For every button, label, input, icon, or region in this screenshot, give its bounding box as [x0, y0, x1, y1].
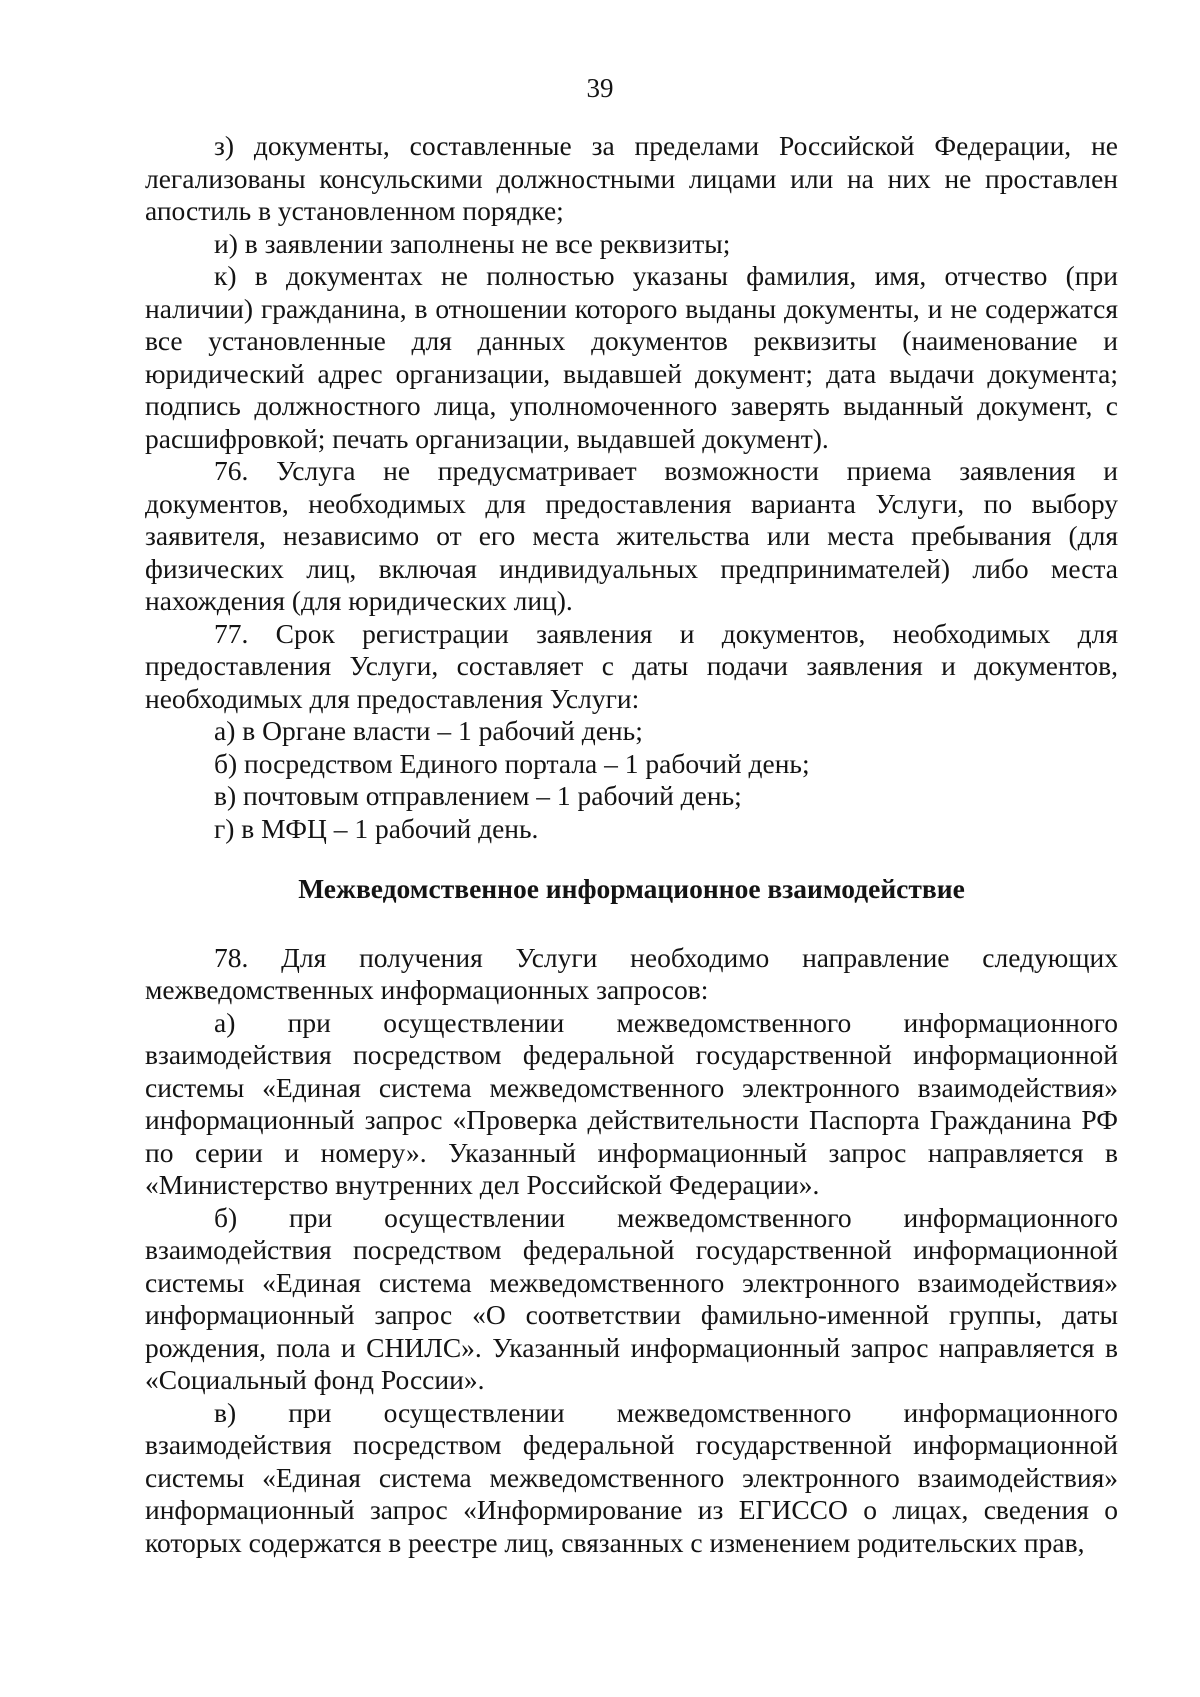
section-heading: Межведомственное информационное взаимодействие: [298, 873, 965, 904]
paragraph-z: з) документы, составленные за пределами Российской Федерации, не легализованы консульскими должностными лицами или на них не проставлен апостиль в установленном порядке;: [145, 130, 1118, 226]
paragraph-78-b: б) при осуществлении межведомственного информационного взаимодействия посредством федеральной государственной информационной системы «Единая система межведомственного электронного взаимодействия» информационный запрос «О соответствии фамильно-именной группы, даты рождения, пола и СНИЛС». Указанный информационный запрос направляется в «Социальный фонд России».: [145, 1201, 1118, 1395]
paragraph-78-a: а) при осуществлении межведомственного информационного взаимодействия посредством федеральной государственной информационной системы «Единая система межведомственного электронного взаимодействия» информационный запрос «Проверка действительности Паспорта Гражданина РФ по серии и номеру». Указанный информационный запрос направляется в «Министерство внутренних дел Российской Федерации».: [145, 1006, 1118, 1200]
list-item-77-g: г) в МФЦ – 1 рабочий день.: [214, 812, 539, 844]
list-item-77-b: б) посредством Единого портала – 1 рабочий день;: [214, 747, 810, 779]
paragraph-k: к) в документах не полностью указаны фамилия, имя, отчество (при наличии) гражданина, в отношении которого выданы документы, и не содержатся все установленные для данных документов реквизиты (наименование и юридический адрес организации, выдавшей документ; дата выдачи документа; подпись должностного лица, уполномоченного заверять выданный документ, с расшифровкой; печать организации, выдавшей документ).: [145, 260, 1118, 454]
list-item-77-a: а) в Органе власти – 1 рабочий день;: [214, 715, 643, 746]
paragraph-78-v: в) при осуществлении межведомственного информационного взаимодействия посредством федеральной государственной информационной системы «Единая система межведомственного электронного взаимодействия» информационный запрос «Информирование из ЕГИССО о лицах, сведения о которых содержатся в реестре лиц, связанных с изменением родительских прав,: [145, 1396, 1118, 1558]
document-body: [145, 130, 1118, 1559]
paragraph-i: и) в заявлении заполнены не все реквизиты;: [214, 227, 731, 259]
paragraph-76: 76. Услуга не предусматривает возможности приема заявления и документов, необходимых для предоставления варианта Услуги, по выбору заявителя, независимо от его места жительства или места пребывания (для физических лиц, включая индивидуальных предпринимателей) либо места нахождения (для юридических лиц).: [145, 455, 1118, 616]
paragraph-77: 77. Срок регистрации заявления и документов, необходимых для предоставления Услуги, составляет с даты подачи заявления и документов, необходимых для предоставления Услуги:: [145, 617, 1118, 714]
page-number: 39: [586, 73, 614, 103]
paragraph-78: 78. Для получения Услуги необходимо направление следующих межведомственных информационных запросов:: [145, 941, 1118, 1005]
list-item-77-v: в) почтовым отправлением – 1 рабочий день;: [214, 780, 742, 811]
